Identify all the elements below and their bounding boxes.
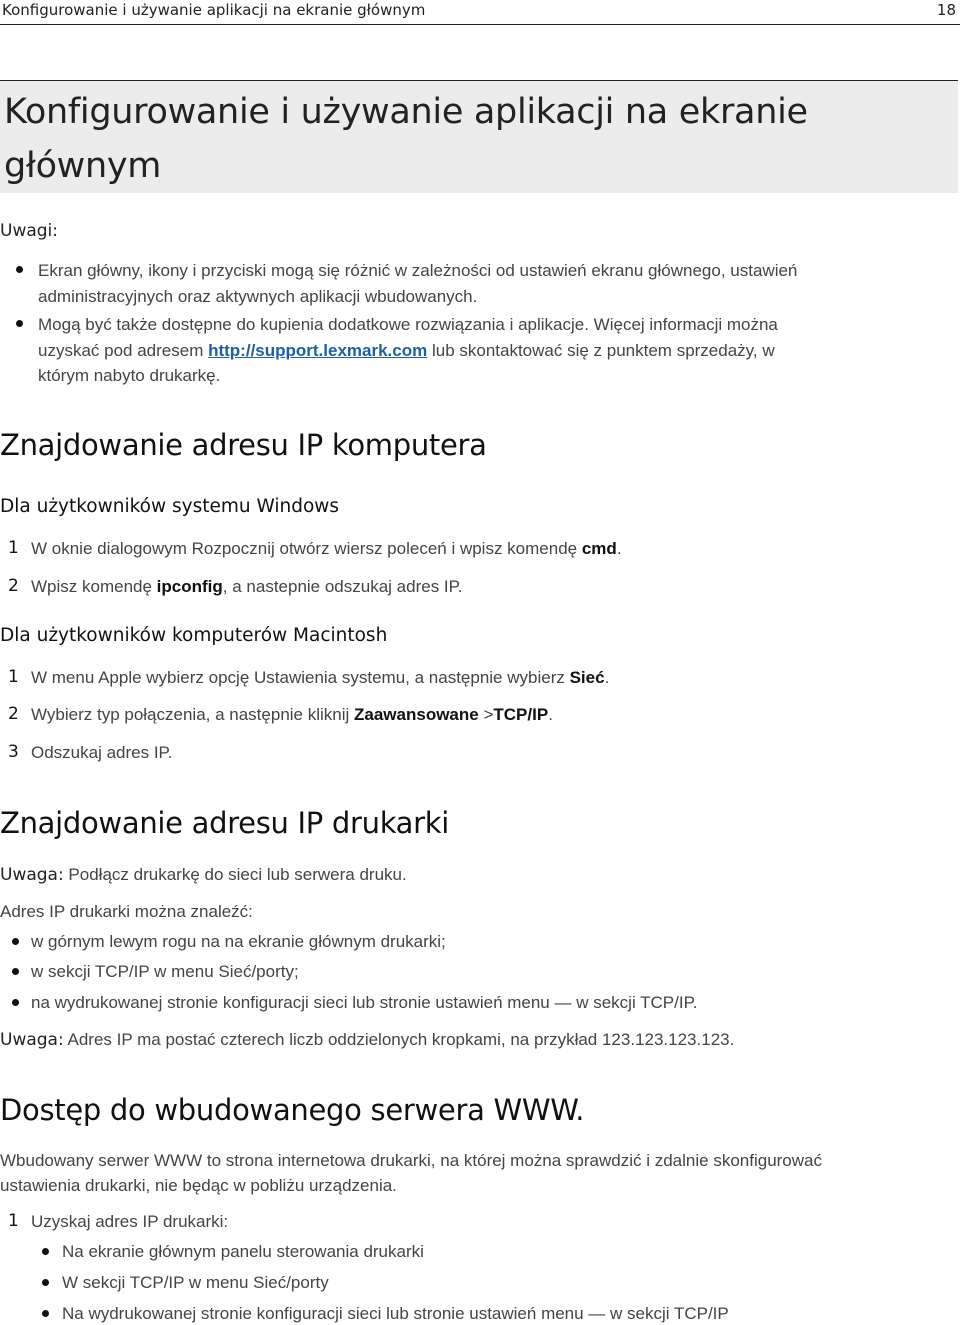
step-bold: Zaawansowane — [354, 705, 479, 724]
bullet-icon — [16, 266, 23, 273]
ews-sub-bullet-3: Na wydrukowanej stronie konfiguracji sieci lub stronie ustawień menu — w sekcji TCP/IP — [62, 1304, 729, 1323]
step-text: W oknie dialogowym Rozpocznij otwórz wiersz poleceń i wpisz komendę — [31, 539, 582, 558]
ews-step-1: Uzyskaj adres IP drukarki: — [31, 1212, 229, 1231]
note-text: Adres IP ma postać czterech liczb oddzielonych kropkami, na przykład 123.123.123.123. — [63, 1030, 735, 1049]
printer-bullet-3: na wydrukowanej stronie konfiguracji sieci lub stronie ustawień menu — w sekcji TCP/IP. — [31, 993, 698, 1012]
step-text: Wpisz komendę — [31, 577, 157, 596]
step-text: > — [478, 705, 494, 724]
mac-step-2 — [31, 705, 553, 725]
note-label: Uwaga: — [0, 1030, 64, 1050]
step-bold: TCP/IP — [493, 705, 549, 724]
step-number: 3 — [8, 742, 19, 762]
note-text: lub skontaktować się z punktem sprzedaży, w — [427, 341, 775, 360]
printer-intro: Adres IP drukarki można znaleźć: — [0, 902, 253, 921]
ews-sub-bullet-2: W sekcji TCP/IP w menu Sieć/porty — [62, 1273, 329, 1292]
bullet-icon — [12, 999, 19, 1006]
bullet-icon — [42, 1248, 49, 1255]
note-label: Uwaga: — [0, 865, 64, 885]
bullet-icon — [12, 938, 19, 945]
bullet-icon — [12, 968, 19, 975]
windows-step-2 — [31, 577, 463, 597]
ews-intro-line2: ustawienia drukarki, nie będąc w pobliżu urządzenia. — [0, 1176, 397, 1195]
ews-intro-line1: Wbudowany serwer WWW to strona internetowa drukarki, na której można sprawdzić i zdalnie skonfigurować — [0, 1151, 822, 1170]
page-header — [0, 0, 960, 25]
note-text: uzyskać pod adresem — [38, 341, 209, 360]
section-title-ip-printer: Znajdowanie adresu IP drukarki — [0, 806, 450, 840]
chapter-title: Konfigurowanie i używanie aplikacji na ekranie głównym — [0, 80, 958, 193]
windows-heading: Dla użytkowników systemu Windows — [0, 496, 340, 517]
step-number: 2 — [8, 576, 19, 596]
note-item-2-line2 — [38, 341, 775, 361]
header-title: Konfigurowanie i używanie aplikacji na ekranie głównym — [2, 1, 426, 19]
mac-heading: Dla użytkowników komputerów Macintosh — [0, 625, 388, 646]
mac-step-3: Odszukaj adres IP. — [31, 743, 173, 762]
step-text: Wybierz typ połączenia, a następnie kliknij — [31, 705, 355, 724]
step-text: . — [548, 705, 553, 724]
note-item-2-line3: którym nabyto drukarkę. — [38, 366, 221, 385]
printer-note-2 — [0, 1030, 734, 1050]
step-bold: cmd — [581, 539, 617, 558]
note-item-1-line1: Ekran główny, ikony i przyciski mogą się różnić w zależności od ustawień ekranu głównego, ustawień — [38, 261, 798, 280]
bullet-icon — [16, 320, 23, 327]
mac-step-1 — [31, 668, 609, 688]
step-bold: ipconfig — [156, 577, 223, 596]
note-item-1-line2: administracyjnych oraz aktywnych aplikacji wbudowanych. — [38, 287, 478, 306]
section-title-ip-computer: Znajdowanie adresu IP komputera — [0, 428, 487, 462]
notes-label: Uwagi: — [0, 221, 59, 241]
step-text: . — [616, 539, 622, 558]
printer-bullet-1: w górnym lewym rogu na na ekranie głównym drukarki; — [31, 932, 446, 951]
step-bold: Sieć — [569, 668, 605, 687]
section-title-ews: Dostęp do wbudowanego serwera WWW. — [0, 1093, 585, 1127]
bullet-icon — [42, 1279, 49, 1286]
printer-bullet-2: w sekcji TCP/IP w menu Sieć/porty; — [31, 962, 299, 981]
printer-note-1 — [0, 865, 407, 885]
step-number: 1 — [8, 1211, 19, 1231]
support-link[interactable]: http://support.lexmark.com — [208, 341, 428, 360]
step-text: , a nastepnie odszukaj adres IP. — [222, 577, 463, 596]
note-item-2-line1: Mogą być także dostępne do kupienia dodatkowe rozwiązania i aplikacje. Więcej informacji można — [38, 315, 778, 334]
ews-sub-bullet-1: Na ekranie głównym panelu sterowania drukarki — [62, 1242, 424, 1261]
windows-step-1 — [31, 539, 622, 559]
step-number: 1 — [8, 538, 19, 558]
step-number: 1 — [8, 667, 19, 687]
step-text: W menu Apple wybierz opcję Ustawienia systemu, a następnie wybierz — [31, 668, 570, 687]
step-text: . — [604, 668, 610, 687]
step-number: 2 — [8, 704, 19, 724]
note-text: Podłącz drukarkę do sieci lub serwera druku. — [63, 865, 407, 884]
bullet-icon — [42, 1310, 49, 1317]
page-number: 18 — [936, 1, 956, 19]
